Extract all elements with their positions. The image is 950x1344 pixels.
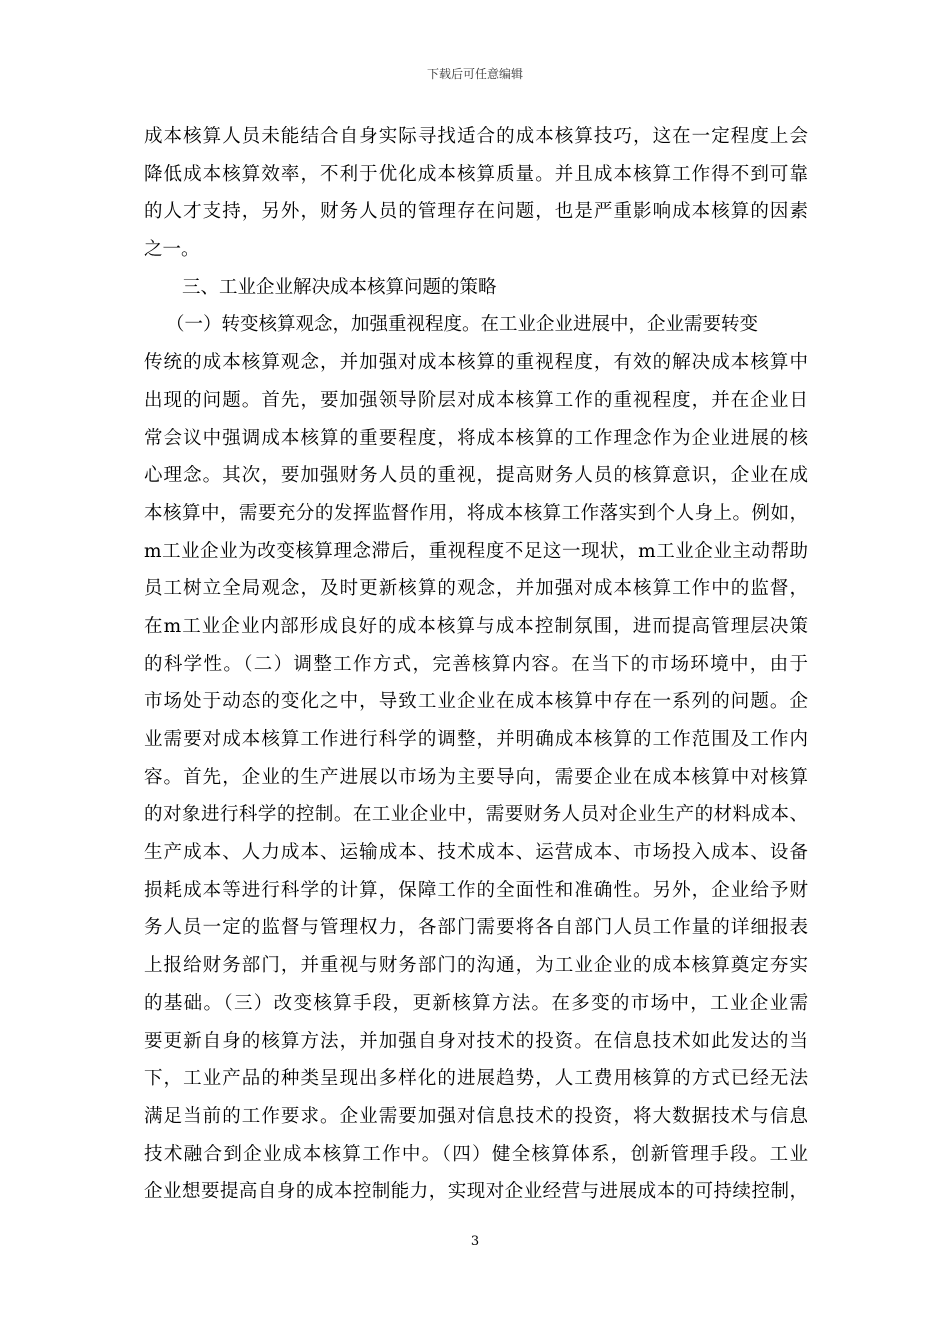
text-line: 业需要对成本核算工作进行科学的调整，并明确成本核算的工作范围及工作内 bbox=[144, 729, 808, 750]
text-line: 满足当前的工作要求。企业需要加强对信息技术的投资，将大数据技术与信息 bbox=[144, 1105, 808, 1127]
text-line: 心理念。其次，要加强财务人员的重视，提高财务人员的核算意识，企业在成 bbox=[144, 465, 808, 487]
text-line: 本核算中，需要充分的发挥监督作用，将成本核算工作落实到个人身上。例如， bbox=[144, 502, 808, 524]
page-number: 3 bbox=[470, 1234, 480, 1249]
text-line: 生产成本、人力成本、运输成本、技术成本、运营成本、市场投入成本、设备 bbox=[144, 842, 808, 864]
text-line: 员工树立全局观念，及时更新核算的观念，并加强对成本核算工作中的监督， bbox=[144, 578, 808, 600]
text-line: 的基础。（三）改变核算手段，更新核算方法。在多变的市场中，工业企业需 bbox=[144, 992, 808, 1014]
text-line: （一）转变核算观念，加强重视程度。在工业企业进展中，企业需要转变 bbox=[166, 314, 759, 336]
text-line: 上报给财务部门，并重视与财务部门的沟通，为工业企业的成本核算奠定夯实 bbox=[144, 955, 808, 977]
body-text bbox=[144, 118, 808, 1211]
text-line: 企业想要提高自身的成本控制能力，实现对企业经营与进展成本的可持续控制， bbox=[144, 1181, 808, 1203]
section-heading: 三、工业企业解决成本核算问题的策略 bbox=[182, 276, 497, 298]
text-line: 的人才支持，另外，财务人员的管理存在问题，也是严重影响成本核算的因素 bbox=[144, 201, 808, 223]
text-line: 之一。 bbox=[144, 239, 200, 261]
text-line: 传统的成本核算观念，并加强对成本核算的重视程度，有效的解决成本核算中 bbox=[144, 352, 808, 374]
text-line: 市场处于动态的变化之中，导致工业企业在成本核算中存在一系列的问题。企 bbox=[144, 691, 808, 713]
text-line: 的对象进行科学的控制。在工业企业中，需要财务人员对企业生产的材料成本、 bbox=[144, 804, 808, 826]
text-line: 出现的问题。首先，要加强领导阶层对成本核算工作的重视程度，并在企业日 bbox=[144, 389, 808, 411]
text-line: 降低成本核算效率，不利于优化成本核算质量。并且成本核算工作得不到可靠 bbox=[144, 163, 808, 185]
text-line: 常会议中强调成本核算的重要程度，将成本核算的工作理念作为企业进展的核 bbox=[144, 427, 808, 449]
text-line: 的科学性。（二）调整工作方式，完善核算内容。在当下的市场环境中，由于 bbox=[144, 653, 808, 675]
text-line: 技术融合到企业成本核算工作中。（四）健全核算体系，创新管理手段。工业 bbox=[144, 1143, 808, 1165]
text-line: 容。首先，企业的生产进展以市场为主要导向，需要企业在成本核算中对核算 bbox=[144, 766, 808, 788]
page-header: 下载后可任意编辑 bbox=[426, 67, 523, 81]
text-line: 务人员一定的监督与管理权力，各部门需要将各自部门人员工作量的详细报表 bbox=[144, 917, 808, 939]
text-line: 成本核算人员未能结合自身实际寻找适合的成本核算技巧，这在一定程度上会 bbox=[144, 126, 808, 147]
text-line: 在m工业企业内部形成良好的成本核算与成本控制氛围，进而提高管理层决策 bbox=[144, 615, 808, 637]
text-line: 要更新自身的核算方法，并加强自身对技术的投资。在信息技术如此发达的当 bbox=[144, 1030, 808, 1052]
text-line: 下，工业产品的种类呈现出多样化的进展趋势，人工费用核算的方式已经无法 bbox=[144, 1068, 808, 1090]
text-line: 损耗成本等进行科学的计算，保障工作的全面性和准确性。另外，企业给予财 bbox=[144, 879, 808, 901]
text-line: m工业企业为改变核算理念滞后，重视程度不足这一现状，m工业企业主动帮助 bbox=[144, 540, 808, 562]
